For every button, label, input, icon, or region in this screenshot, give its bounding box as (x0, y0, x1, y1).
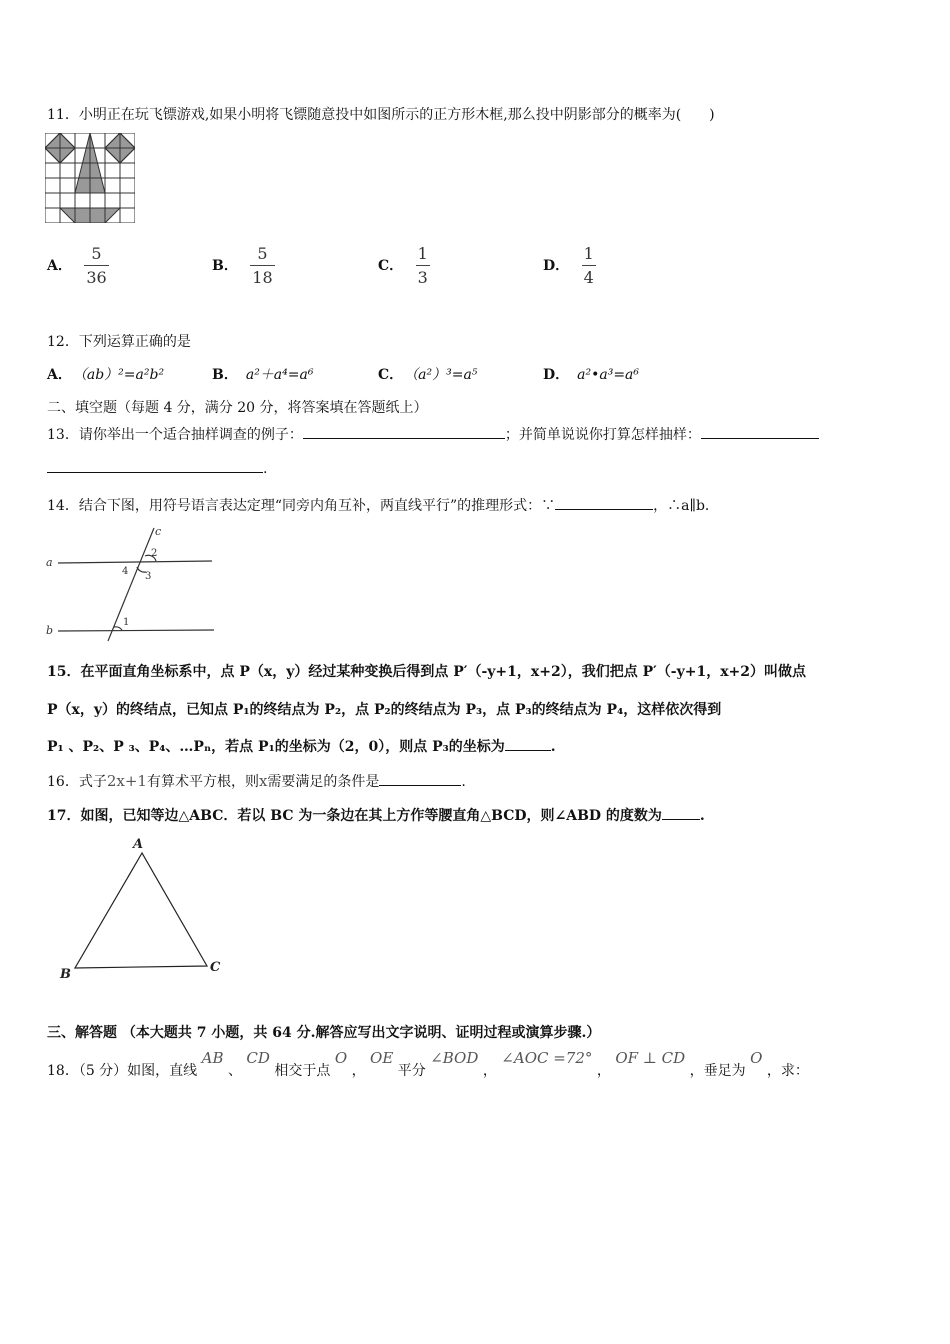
q16-var: x (258, 772, 268, 790)
q14-figure (44, 524, 224, 644)
q18-aoc: ∠AOC =72° (501, 1049, 593, 1067)
q18-bod: ∠BOD (430, 1049, 479, 1067)
q14-blank[interactable] (555, 495, 653, 510)
q18-of-perp-cd: OF ⊥ CD (615, 1049, 686, 1067)
q17-line: 17．如图，已知等边△ABC．若以 BC 为一条边在其上方作等腰直角△BCD，则∠ABD 的度数为 . (47, 805, 705, 825)
q14-label-4: 4 (122, 566, 129, 577)
q18-ab: AB (201, 1049, 224, 1067)
q11-text: 11．小明正在玩飞镖游戏,如果小明将飞镖随意投中如图所示的正方形木框,那么投中阴影部分的概率为( ) (47, 107, 715, 123)
q14-label-1: 1 (123, 617, 130, 628)
q18-cd: CD (246, 1049, 270, 1067)
q13-line2: . (47, 458, 267, 477)
q13-line (47, 424, 819, 444)
q15-line3-wrap: P₁ 、P₂、P ₃、P₄、…Pₙ，若点 P₁的坐标为（2，0），则点 P₃的坐标为 . (47, 736, 556, 756)
q13-part2: ；并简单说说你打算怎样抽样： (504, 427, 701, 443)
q13-part1: 13．请你举出一个适合抽样调查的例子： (47, 427, 303, 443)
q14-label-a: a (46, 556, 53, 569)
q14-label-3: 3 (145, 571, 152, 582)
q12-option-d: D． a²•a³=a⁶ (543, 367, 640, 383)
section-2-heading: 二、填空题（每题 4 分，满分 20 分，将答案填在答题纸上） (47, 400, 428, 416)
section-3-heading: 三、解答题 （本大题共 7 小题，共 64 分.解答应写出文字说明、证明过程或演算步骤.） (47, 1025, 601, 1041)
q14-end: ，∴a∥b． (653, 498, 719, 514)
q18-oe: OE (370, 1049, 394, 1067)
q15-blank[interactable] (505, 736, 551, 751)
q18-o1: O (334, 1049, 348, 1067)
q11-option-c: C． $\frac{1}{3}$ (378, 244, 428, 287)
q12-option-c: C． （a²）³=a⁵ (378, 367, 478, 383)
q16-blank[interactable] (379, 771, 461, 786)
q14-label-2: 2 (151, 548, 158, 559)
q11-option-a: A． $\frac{5}{36}$ (47, 244, 107, 287)
q16-expr: 2x+1 (106, 772, 147, 790)
q12-text: 12．下列运算正确的是 (47, 334, 191, 350)
q13-blank-2[interactable] (701, 424, 819, 439)
q18-o2: O (750, 1049, 763, 1067)
q17-label-a: A (133, 837, 144, 852)
q17-text: 17．如图，已知等边△ABC．若以 BC 为一条边在其上方作等腰直角△BCD，则∠ABD 的度数为 (47, 808, 662, 824)
q16-line: 16．式子2x+1有算术平方根，则x需要满足的条件是 . (47, 772, 466, 790)
q14-label-b: b (46, 624, 54, 637)
q17-triangle-figure (55, 833, 235, 983)
q18-line: 18．（5 分）如图，直线 AB 、 CD 相交于点 O ， OE 平分 ∠BOD ， ∠AOC =72° ， OF ⊥ CD ，垂足为 O ，求： (47, 1049, 809, 1079)
q15-line2: P（x，y）的终结点，已知点 P₁的终结点为 P₂，点 P₂的终结点为 P₃，点 P₃的终结点为 P₄，这样依次得到 (47, 702, 722, 718)
q15-line3: P₁ 、P₂、P ₃、P₄、…Pₙ，若点 P₁的坐标为（2，0），则点 P₃的坐标为 (47, 739, 505, 755)
q14-text-line (47, 495, 719, 515)
q12-option-b: B． a²＋a⁴=a⁶ (212, 367, 314, 383)
q14-label-c: c (155, 525, 162, 538)
q12-option-a: A． （ab）²=a²b² (47, 367, 165, 383)
q13-blank-2-cont[interactable] (47, 458, 263, 473)
q18-pre: 18．（5 分）如图，直线 (47, 1063, 198, 1079)
q11-grid-figure (45, 133, 135, 223)
q14-text: 14．结合下图，用符号语言表达定理“同旁内角互补，两直线平行”的推理形式：∵ (47, 498, 556, 514)
q17-blank[interactable] (662, 805, 700, 820)
q17-label-c: C (210, 960, 221, 975)
q11-option-d: D． $\frac{1}{4}$ (543, 244, 594, 287)
q17-label-b: B (60, 967, 71, 982)
q15-line1: 15．在平面直角坐标系中，点 P（x，y）经过某种变换后得到点 P′（-y+1，x+2），我们把点 P′（-y+1，x+2）叫做点 (47, 664, 807, 680)
q11-option-b: B． $\frac{5}{18}$ (212, 244, 273, 287)
q13-blank-1[interactable] (303, 424, 505, 439)
